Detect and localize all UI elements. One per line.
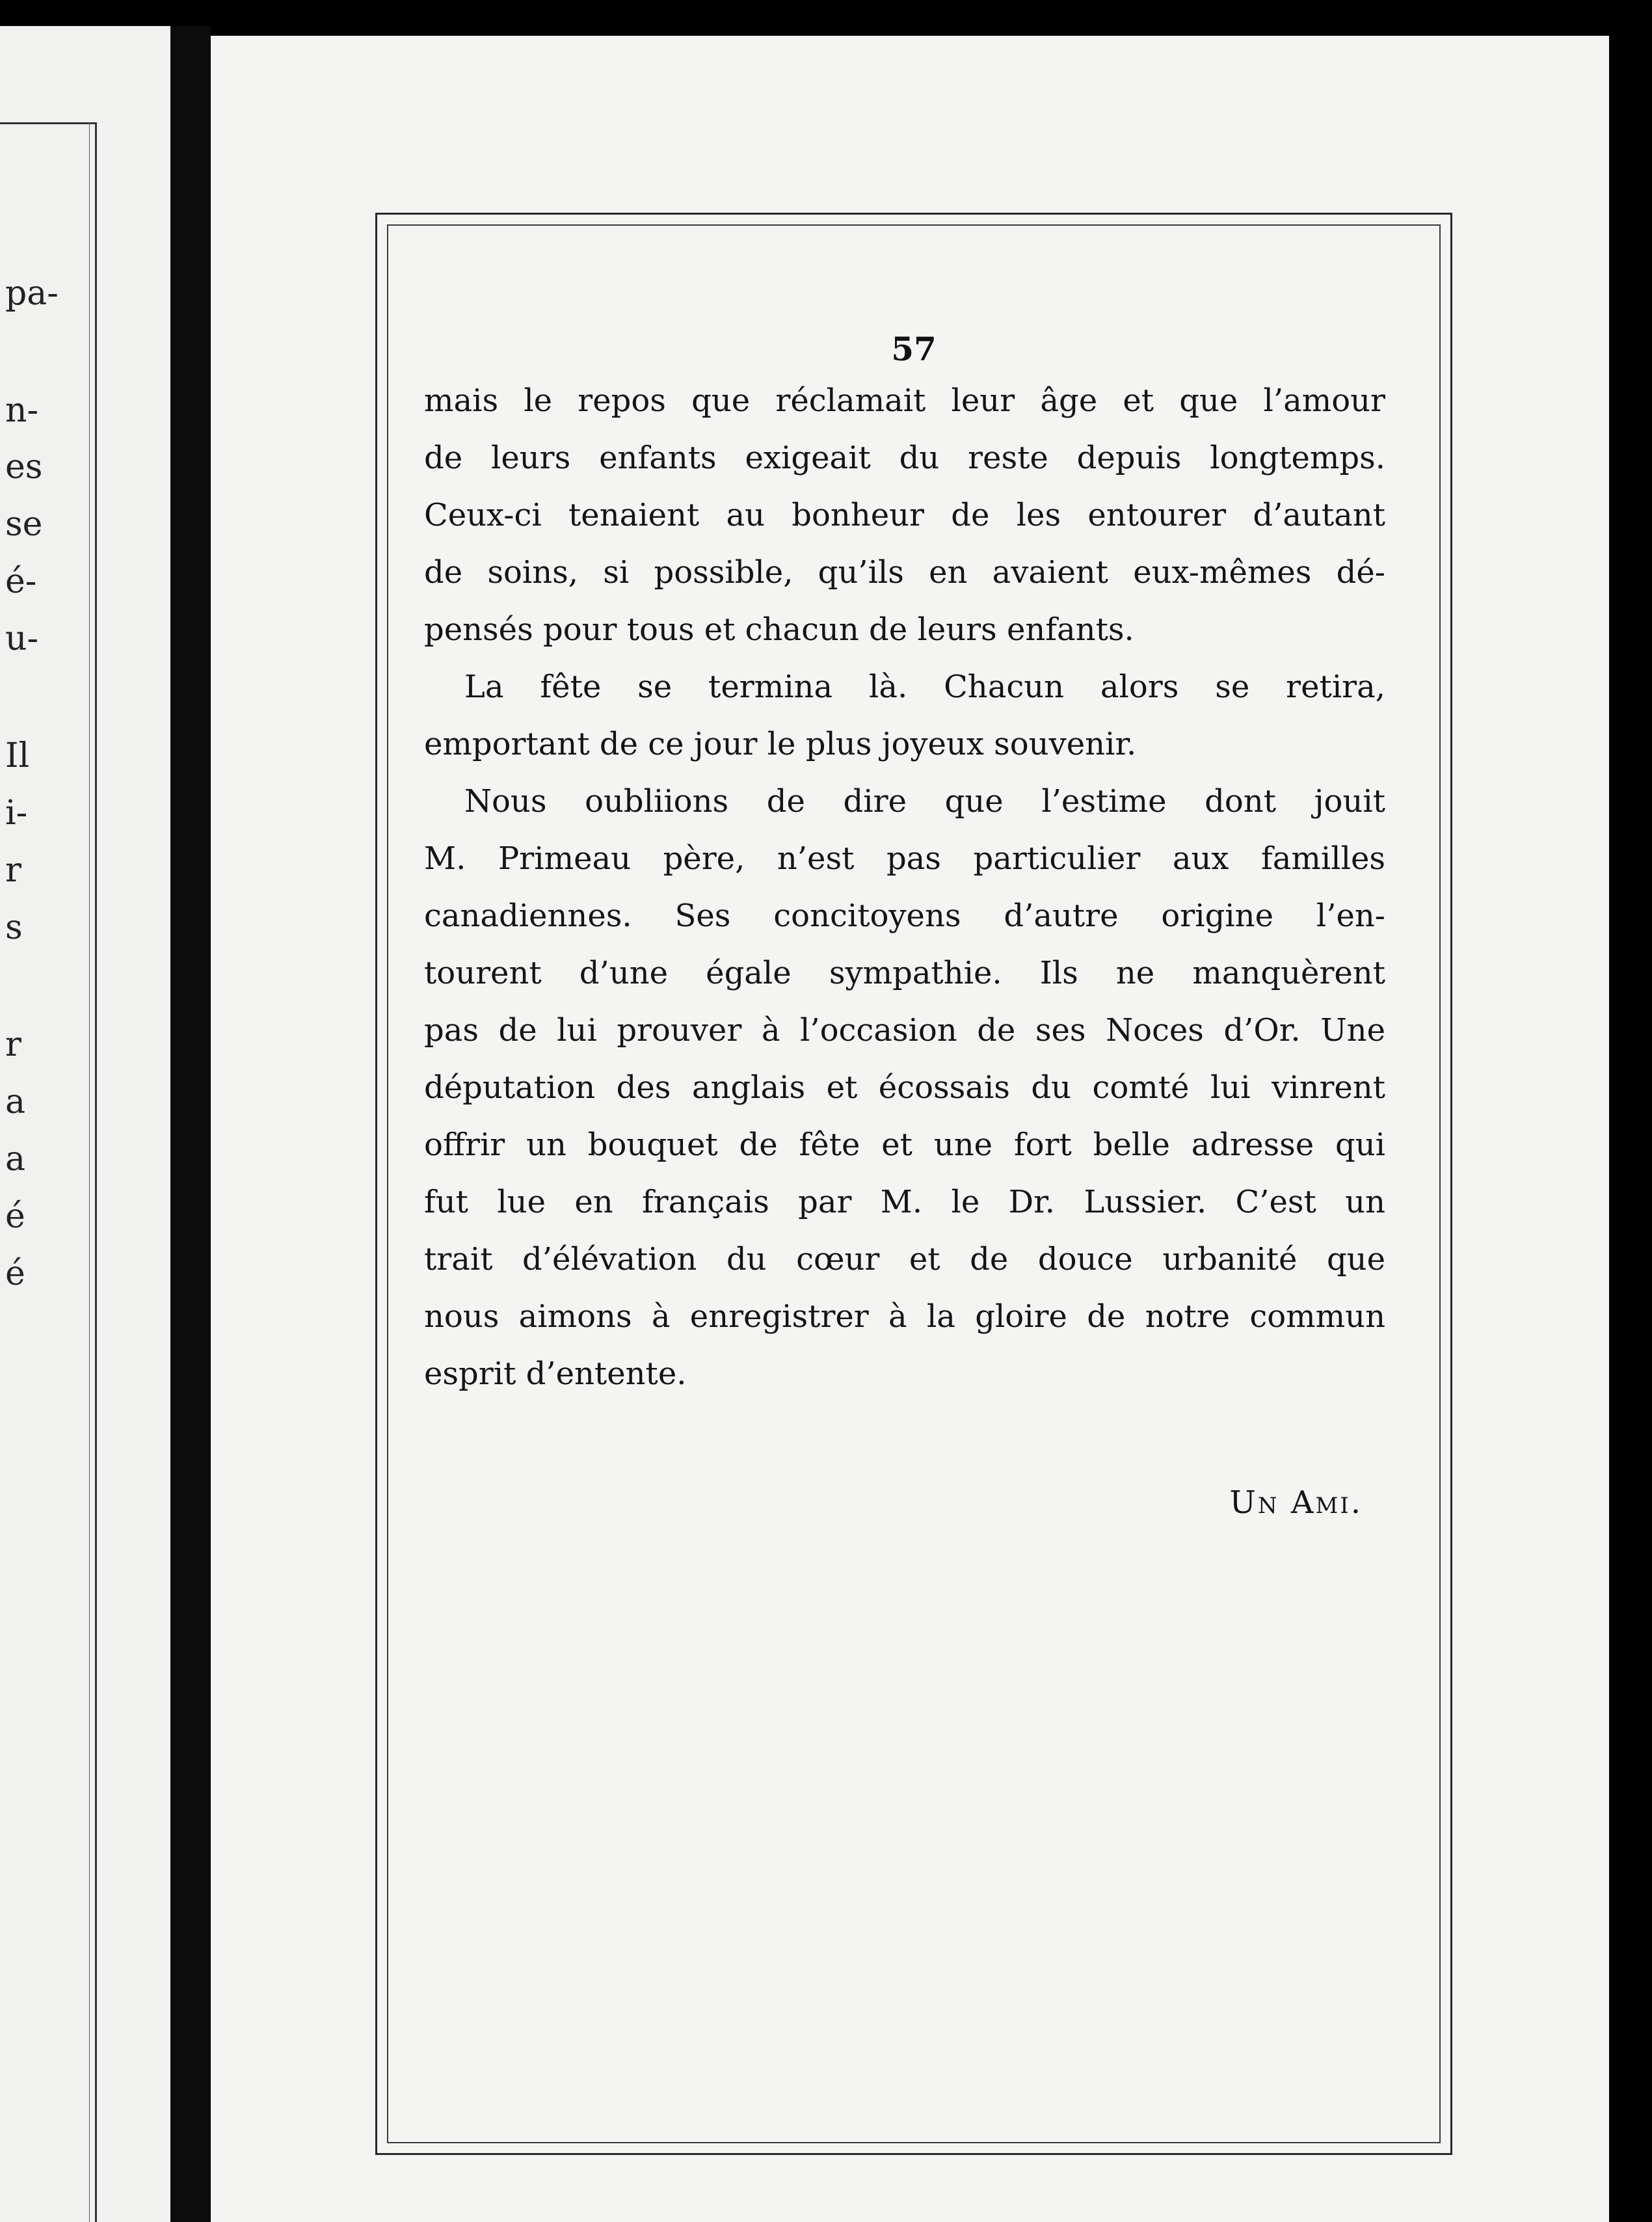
page-border-inner: [387, 224, 1441, 2143]
text-line: de leurs enfants exigeait du reste depuis longtemps.: [424, 440, 1385, 476]
previous-page-fragment: pa-: [5, 274, 59, 313]
previous-page-fragment: es: [5, 448, 43, 487]
text-line: fut lue en français par M. le Dr. Lussier. C’est un: [424, 1184, 1385, 1220]
page-border-outer: [375, 213, 1452, 2155]
previous-page-strip: [0, 26, 170, 2222]
text-line: canadiennes. Ses concitoyens d’autre origine l’en-: [424, 898, 1385, 934]
previous-page-fragment: a: [5, 1082, 26, 1121]
text-line: de soins, si possible, qu’ils en avaient eux-mêmes dé-: [424, 554, 1385, 591]
page-57: [211, 36, 1609, 2222]
scan-edge-right: [1609, 26, 1652, 2222]
book-gutter: [170, 26, 211, 2222]
body-text: [424, 372, 1385, 1402]
text-line: députation des anglais et écossais du comté lui vinrent: [424, 1069, 1385, 1106]
text-line: offrir un bouquet de fête et une fort belle adresse qui: [424, 1127, 1385, 1163]
text-line: pensés pour tous et chacun de leurs enfants.: [424, 611, 1134, 648]
text-line: trait d’élévation du cœur et de douce urbanité que: [424, 1241, 1385, 1278]
text-line: tourent d’une égale sympathie. Ils ne manquèrent: [424, 955, 1385, 991]
previous-page-fragment: i-: [5, 794, 28, 833]
text-line: Ceux-ci tenaient au bonheur de les entourer d’autant: [424, 497, 1385, 533]
previous-page-fragment: a: [5, 1140, 26, 1179]
text-line: nous aimons à enregistrer à la gloire de notre commun: [424, 1298, 1385, 1335]
text-line: Nous oubliions de dire que l’estime dont jouit: [464, 783, 1385, 820]
previous-page-fragment: Il: [5, 736, 30, 775]
previous-page-fragment: s: [5, 908, 23, 947]
text-line: M. Primeau père, n’est pas particulier aux familles: [424, 840, 1385, 877]
previous-page-fragment: é: [5, 1197, 25, 1236]
previous-page-fragment: é-: [5, 562, 37, 601]
text-line: emportant de ce jour le plus joyeux souvenir.: [424, 726, 1137, 762]
previous-page-fragment: se: [5, 505, 43, 544]
previous-page-fragment: u-: [5, 619, 39, 658]
text-line: pas de lui prouver à l’occasion de ses Noces d’Or. Une: [424, 1012, 1385, 1049]
text-line: mais le repos que réclamait leur âge et que l’amour: [424, 382, 1385, 419]
text-line: esprit d’entente.: [424, 1356, 687, 1392]
previous-page-fragment: n-: [5, 391, 39, 430]
signature: Un Ami.: [1229, 1484, 1363, 1521]
page-number: 57: [891, 330, 937, 368]
text-line: La fête se termina là. Chacun alors se retira,: [464, 669, 1385, 705]
previous-page-fragment: é: [5, 1254, 25, 1293]
previous-page-fragment: r: [5, 851, 21, 890]
previous-page-fragment: r: [5, 1025, 21, 1064]
